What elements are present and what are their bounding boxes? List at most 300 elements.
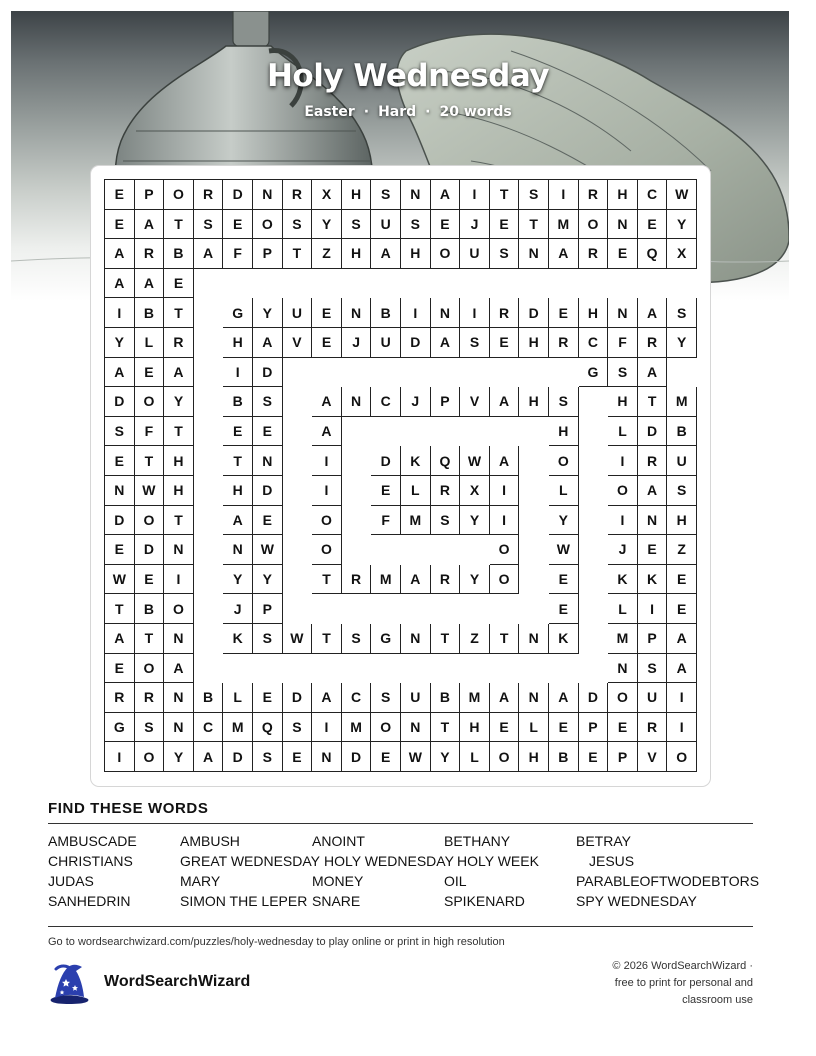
grid-cell[interactable]: T [135, 624, 165, 654]
grid-cell[interactable]: D [105, 387, 135, 417]
grid-cell[interactable]: T [431, 624, 461, 654]
grid-cell[interactable]: A [135, 210, 165, 240]
grid-cell[interactable]: L [460, 742, 490, 772]
grid-cell[interactable]: D [579, 683, 609, 713]
grid-cell[interactable]: B [549, 742, 579, 772]
grid-cell[interactable]: Z [667, 535, 697, 565]
grid-cell[interactable]: M [401, 506, 431, 536]
grid-cell[interactable]: D [371, 446, 401, 476]
grid-cell[interactable]: A [194, 239, 224, 269]
grid-cell[interactable]: X [312, 180, 342, 210]
grid-cell[interactable]: N [519, 239, 549, 269]
grid-cell[interactable]: O [135, 387, 165, 417]
grid-cell[interactable]: S [401, 210, 431, 240]
grid-cell[interactable]: O [135, 654, 165, 684]
grid-cell[interactable]: E [105, 535, 135, 565]
grid-cell[interactable]: P [253, 594, 283, 624]
grid-cell[interactable]: Q [638, 239, 668, 269]
grid-cell[interactable]: I [608, 506, 638, 536]
grid-cell[interactable]: W [283, 624, 313, 654]
grid-cell[interactable]: N [312, 742, 342, 772]
grid-cell[interactable]: T [164, 417, 194, 447]
grid-cell[interactable]: U [638, 683, 668, 713]
grid-cell[interactable]: E [105, 210, 135, 240]
grid-cell[interactable]: S [460, 328, 490, 358]
grid-cell[interactable]: R [194, 180, 224, 210]
grid-cell[interactable]: E [667, 594, 697, 624]
grid-cell[interactable]: X [667, 239, 697, 269]
grid-cell[interactable]: B [135, 594, 165, 624]
grid-cell[interactable]: I [401, 298, 431, 328]
grid-cell[interactable]: R [431, 565, 461, 595]
play-online-link-text[interactable]: Go to wordsearchwizard.com/puzzles/holy-wednesday to play online or print in high resolution [48, 936, 505, 948]
grid-cell[interactable]: C [342, 683, 372, 713]
grid-cell[interactable]: E [105, 180, 135, 210]
grid-cell[interactable]: U [401, 683, 431, 713]
grid-cell[interactable]: E [549, 565, 579, 595]
grid-cell[interactable]: J [342, 328, 372, 358]
grid-cell[interactable]: E [579, 742, 609, 772]
grid-cell[interactable]: H [519, 328, 549, 358]
grid-cell[interactable]: M [460, 683, 490, 713]
grid-cell[interactable]: V [283, 328, 313, 358]
grid-cell[interactable]: O [164, 180, 194, 210]
brand-name[interactable]: WordSearchWizard [104, 973, 251, 990]
grid-cell[interactable]: S [194, 210, 224, 240]
grid-cell[interactable]: S [490, 239, 520, 269]
grid-cell[interactable]: J [401, 387, 431, 417]
grid-cell[interactable]: S [342, 210, 372, 240]
grid-cell[interactable]: I [490, 476, 520, 506]
grid-cell[interactable]: I [608, 446, 638, 476]
grid-cell[interactable]: L [135, 328, 165, 358]
grid-cell[interactable]: I [164, 565, 194, 595]
grid-cell[interactable]: E [431, 210, 461, 240]
grid-cell[interactable]: C [638, 180, 668, 210]
grid-cell[interactable]: G [223, 298, 253, 328]
grid-cell[interactable]: E [608, 239, 638, 269]
grid-cell[interactable]: P [135, 180, 165, 210]
grid-cell[interactable]: E [608, 713, 638, 743]
grid-cell[interactable]: R [164, 328, 194, 358]
grid-cell[interactable]: K [223, 624, 253, 654]
grid-cell[interactable]: N [431, 298, 461, 328]
grid-cell[interactable]: A [194, 742, 224, 772]
grid-cell[interactable]: R [579, 180, 609, 210]
grid-cell[interactable]: K [608, 565, 638, 595]
grid-cell[interactable]: T [283, 239, 313, 269]
grid-cell[interactable]: S [431, 506, 461, 536]
grid-cell[interactable]: R [549, 328, 579, 358]
grid-cell[interactable]: H [608, 387, 638, 417]
grid-cell[interactable]: E [223, 210, 253, 240]
grid-cell[interactable]: R [638, 328, 668, 358]
grid-cell[interactable]: A [223, 506, 253, 536]
grid-cell[interactable]: E [549, 713, 579, 743]
grid-cell[interactable]: I [490, 506, 520, 536]
grid-cell[interactable]: J [608, 535, 638, 565]
grid-cell[interactable]: T [519, 210, 549, 240]
grid-cell[interactable]: H [164, 446, 194, 476]
grid-cell[interactable]: N [519, 683, 549, 713]
grid-cell[interactable]: W [667, 180, 697, 210]
grid-cell[interactable]: K [638, 565, 668, 595]
grid-cell[interactable]: R [638, 713, 668, 743]
grid-cell[interactable]: J [223, 594, 253, 624]
grid-cell[interactable]: E [490, 210, 520, 240]
grid-cell[interactable]: H [223, 476, 253, 506]
grid-cell[interactable]: I [549, 180, 579, 210]
grid-cell[interactable]: D [519, 298, 549, 328]
grid-cell[interactable]: L [223, 683, 253, 713]
grid-cell[interactable]: E [105, 654, 135, 684]
grid-cell[interactable]: O [253, 210, 283, 240]
grid-cell[interactable]: U [667, 446, 697, 476]
grid-cell[interactable]: C [579, 328, 609, 358]
grid-cell[interactable]: G [371, 624, 401, 654]
grid-cell[interactable]: Y [460, 506, 490, 536]
grid-cell[interactable]: S [519, 180, 549, 210]
grid-cell[interactable]: S [283, 713, 313, 743]
grid-cell[interactable]: S [638, 654, 668, 684]
grid-cell[interactable]: E [135, 565, 165, 595]
grid-cell[interactable]: B [194, 683, 224, 713]
grid-cell[interactable]: I [105, 742, 135, 772]
grid-cell[interactable]: V [460, 387, 490, 417]
grid-cell[interactable]: L [401, 476, 431, 506]
grid-cell[interactable]: Y [253, 565, 283, 595]
grid-cell[interactable]: S [608, 358, 638, 388]
grid-cell[interactable]: T [135, 446, 165, 476]
grid-cell[interactable]: N [253, 446, 283, 476]
grid-cell[interactable]: Z [312, 239, 342, 269]
grid-cell[interactable]: U [371, 328, 401, 358]
grid-cell[interactable]: E [283, 742, 313, 772]
grid-cell[interactable]: W [401, 742, 431, 772]
grid-cell[interactable]: A [312, 683, 342, 713]
grid-cell[interactable]: P [431, 387, 461, 417]
grid-cell[interactable]: T [164, 298, 194, 328]
grid-cell[interactable]: O [135, 742, 165, 772]
grid-cell[interactable]: T [431, 713, 461, 743]
grid-cell[interactable]: S [667, 476, 697, 506]
grid-cell[interactable]: F [371, 506, 401, 536]
grid-cell[interactable]: H [460, 713, 490, 743]
grid-cell[interactable]: O [579, 210, 609, 240]
grid-cell[interactable]: O [312, 506, 342, 536]
grid-cell[interactable]: N [401, 624, 431, 654]
grid-cell[interactable]: Q [253, 713, 283, 743]
grid-cell[interactable]: O [312, 535, 342, 565]
grid-cell[interactable]: A [431, 180, 461, 210]
grid-cell[interactable]: A [549, 683, 579, 713]
grid-cell[interactable]: I [667, 683, 697, 713]
grid-cell[interactable]: F [608, 328, 638, 358]
grid-cell[interactable]: P [608, 742, 638, 772]
grid-cell[interactable]: B [223, 387, 253, 417]
grid-cell[interactable]: D [105, 506, 135, 536]
grid-cell[interactable]: I [223, 358, 253, 388]
grid-cell[interactable]: T [164, 506, 194, 536]
grid-cell[interactable]: E [312, 298, 342, 328]
grid-cell[interactable]: N [608, 654, 638, 684]
grid-cell[interactable]: R [135, 239, 165, 269]
grid-cell[interactable]: Y [164, 742, 194, 772]
grid-cell[interactable]: I [460, 180, 490, 210]
grid-cell[interactable]: D [253, 476, 283, 506]
grid-cell[interactable]: L [608, 417, 638, 447]
grid-cell[interactable]: I [460, 298, 490, 328]
grid-cell[interactable]: H [223, 328, 253, 358]
grid-cell[interactable]: C [194, 713, 224, 743]
grid-cell[interactable]: Y [667, 328, 697, 358]
grid-cell[interactable]: U [283, 298, 313, 328]
grid-cell[interactable]: A [312, 417, 342, 447]
grid-cell[interactable]: Z [460, 624, 490, 654]
grid-cell[interactable]: Y [549, 506, 579, 536]
grid-cell[interactable]: S [105, 417, 135, 447]
grid-cell[interactable]: N [401, 713, 431, 743]
grid-cell[interactable]: H [164, 476, 194, 506]
grid-cell[interactable]: C [371, 387, 401, 417]
grid-cell[interactable]: E [105, 446, 135, 476]
grid-cell[interactable]: H [519, 387, 549, 417]
grid-cell[interactable]: W [253, 535, 283, 565]
grid-cell[interactable]: A [164, 654, 194, 684]
grid-cell[interactable]: R [342, 565, 372, 595]
grid-cell[interactable]: H [608, 180, 638, 210]
grid-cell[interactable]: H [401, 239, 431, 269]
grid-cell[interactable]: N [608, 298, 638, 328]
grid-cell[interactable]: A [164, 358, 194, 388]
grid-cell[interactable]: A [371, 239, 401, 269]
grid-cell[interactable]: O [164, 594, 194, 624]
grid-cell[interactable]: M [667, 387, 697, 417]
grid-cell[interactable]: E [253, 417, 283, 447]
grid-cell[interactable]: O [431, 239, 461, 269]
grid-cell[interactable]: E [490, 328, 520, 358]
grid-cell[interactable]: R [105, 683, 135, 713]
grid-cell[interactable]: E [490, 713, 520, 743]
grid-cell[interactable]: A [253, 328, 283, 358]
grid-cell[interactable]: O [608, 476, 638, 506]
grid-cell[interactable]: F [135, 417, 165, 447]
grid-cell[interactable]: I [105, 298, 135, 328]
grid-cell[interactable]: I [667, 713, 697, 743]
grid-cell[interactable]: D [638, 417, 668, 447]
grid-cell[interactable]: H [667, 506, 697, 536]
grid-cell[interactable]: E [638, 535, 668, 565]
grid-cell[interactable]: U [371, 210, 401, 240]
grid-cell[interactable]: A [490, 387, 520, 417]
grid-cell[interactable]: A [431, 328, 461, 358]
grid-cell[interactable]: R [579, 239, 609, 269]
grid-cell[interactable]: N [342, 387, 372, 417]
grid-cell[interactable]: L [519, 713, 549, 743]
grid-cell[interactable]: D [401, 328, 431, 358]
grid-cell[interactable]: A [490, 683, 520, 713]
grid-cell[interactable]: D [342, 742, 372, 772]
grid-cell[interactable]: W [105, 565, 135, 595]
grid-cell[interactable]: W [135, 476, 165, 506]
grid-cell[interactable]: Y [431, 742, 461, 772]
grid-cell[interactable]: H [549, 417, 579, 447]
grid-cell[interactable]: E [135, 358, 165, 388]
grid-cell[interactable]: S [283, 210, 313, 240]
grid-cell[interactable]: Y [164, 387, 194, 417]
grid-cell[interactable]: R [283, 180, 313, 210]
grid-cell[interactable]: G [579, 358, 609, 388]
grid-cell[interactable]: N [164, 624, 194, 654]
grid-cell[interactable]: B [667, 417, 697, 447]
grid-cell[interactable]: N [164, 535, 194, 565]
grid-cell[interactable]: W [549, 535, 579, 565]
grid-cell[interactable]: H [519, 742, 549, 772]
grid-cell[interactable]: L [549, 476, 579, 506]
grid-cell[interactable]: H [579, 298, 609, 328]
grid-cell[interactable]: E [638, 210, 668, 240]
grid-cell[interactable]: A [401, 565, 431, 595]
grid-cell[interactable]: E [253, 683, 283, 713]
grid-cell[interactable]: B [135, 298, 165, 328]
grid-cell[interactable]: A [638, 476, 668, 506]
grid-cell[interactable]: S [253, 624, 283, 654]
letter-grid[interactable] [104, 179, 697, 772]
grid-cell[interactable]: E [253, 506, 283, 536]
grid-cell[interactable]: Y [223, 565, 253, 595]
grid-cell[interactable]: M [342, 713, 372, 743]
grid-cell[interactable]: B [431, 683, 461, 713]
grid-cell[interactable]: N [608, 210, 638, 240]
grid-cell[interactable]: E [371, 476, 401, 506]
grid-cell[interactable]: S [135, 713, 165, 743]
grid-cell[interactable]: M [371, 565, 401, 595]
grid-cell[interactable]: D [283, 683, 313, 713]
grid-cell[interactable]: W [460, 446, 490, 476]
grid-cell[interactable]: T [312, 565, 342, 595]
grid-cell[interactable]: N [253, 180, 283, 210]
grid-cell[interactable]: S [253, 387, 283, 417]
grid-cell[interactable]: N [223, 535, 253, 565]
grid-cell[interactable]: A [549, 239, 579, 269]
grid-cell[interactable]: A [638, 298, 668, 328]
grid-cell[interactable]: O [490, 565, 520, 595]
grid-cell[interactable]: Y [667, 210, 697, 240]
grid-cell[interactable]: M [223, 713, 253, 743]
grid-cell[interactable]: R [135, 683, 165, 713]
grid-cell[interactable]: Y [105, 328, 135, 358]
grid-cell[interactable]: O [371, 713, 401, 743]
grid-cell[interactable]: V [638, 742, 668, 772]
grid-cell[interactable]: D [135, 535, 165, 565]
grid-cell[interactable]: G [105, 713, 135, 743]
grid-cell[interactable]: N [401, 180, 431, 210]
grid-cell[interactable]: T [490, 624, 520, 654]
grid-cell[interactable]: U [460, 239, 490, 269]
grid-cell[interactable]: Q [431, 446, 461, 476]
grid-cell[interactable]: N [164, 683, 194, 713]
grid-cell[interactable]: N [638, 506, 668, 536]
grid-cell[interactable]: P [638, 624, 668, 654]
grid-cell[interactable]: O [549, 446, 579, 476]
grid-cell[interactable]: O [490, 535, 520, 565]
grid-cell[interactable]: A [667, 624, 697, 654]
grid-cell[interactable]: I [312, 476, 342, 506]
grid-cell[interactable]: A [105, 239, 135, 269]
grid-cell[interactable]: M [608, 624, 638, 654]
grid-cell[interactable]: N [519, 624, 549, 654]
grid-cell[interactable]: S [667, 298, 697, 328]
grid-cell[interactable]: E [549, 298, 579, 328]
grid-cell[interactable]: E [667, 565, 697, 595]
grid-cell[interactable]: B [164, 239, 194, 269]
grid-cell[interactable]: K [549, 624, 579, 654]
grid-cell[interactable]: L [608, 594, 638, 624]
grid-cell[interactable]: A [312, 387, 342, 417]
grid-cell[interactable]: S [371, 683, 401, 713]
grid-cell[interactable]: O [490, 742, 520, 772]
grid-cell[interactable]: E [549, 594, 579, 624]
grid-cell[interactable]: H [342, 239, 372, 269]
grid-cell[interactable]: A [667, 654, 697, 684]
grid-cell[interactable]: M [549, 210, 579, 240]
grid-cell[interactable]: D [223, 742, 253, 772]
grid-cell[interactable]: B [371, 298, 401, 328]
grid-cell[interactable]: T [638, 387, 668, 417]
grid-cell[interactable]: O [608, 683, 638, 713]
grid-cell[interactable]: E [312, 328, 342, 358]
grid-cell[interactable]: O [135, 506, 165, 536]
grid-cell[interactable]: S [549, 387, 579, 417]
grid-cell[interactable]: T [105, 594, 135, 624]
grid-cell[interactable]: A [490, 446, 520, 476]
grid-cell[interactable]: E [371, 742, 401, 772]
grid-cell[interactable]: I [638, 594, 668, 624]
grid-cell[interactable]: K [401, 446, 431, 476]
grid-cell[interactable]: D [223, 180, 253, 210]
grid-cell[interactable]: Y [253, 298, 283, 328]
grid-cell[interactable]: P [579, 713, 609, 743]
grid-cell[interactable]: N [164, 713, 194, 743]
grid-cell[interactable]: A [105, 269, 135, 299]
grid-cell[interactable]: T [223, 446, 253, 476]
grid-cell[interactable]: E [223, 417, 253, 447]
grid-cell[interactable]: Y [460, 565, 490, 595]
grid-cell[interactable]: I [312, 713, 342, 743]
grid-cell[interactable]: T [312, 624, 342, 654]
grid-cell[interactable]: D [253, 358, 283, 388]
grid-cell[interactable]: E [164, 269, 194, 299]
grid-cell[interactable]: N [342, 298, 372, 328]
grid-cell[interactable]: A [105, 624, 135, 654]
grid-cell[interactable]: T [490, 180, 520, 210]
grid-cell[interactable]: A [638, 358, 668, 388]
grid-cell[interactable]: H [342, 180, 372, 210]
grid-cell[interactable]: Y [312, 210, 342, 240]
grid-cell[interactable]: S [253, 742, 283, 772]
grid-cell[interactable]: N [105, 476, 135, 506]
grid-cell[interactable]: T [164, 210, 194, 240]
grid-cell[interactable]: F [223, 239, 253, 269]
grid-cell[interactable]: X [460, 476, 490, 506]
grid-cell[interactable]: R [490, 298, 520, 328]
grid-cell[interactable]: O [667, 742, 697, 772]
grid-cell[interactable]: R [431, 476, 461, 506]
grid-cell[interactable]: A [135, 269, 165, 299]
grid-cell[interactable]: J [460, 210, 490, 240]
grid-cell[interactable]: S [371, 180, 401, 210]
grid-cell[interactable]: A [105, 358, 135, 388]
